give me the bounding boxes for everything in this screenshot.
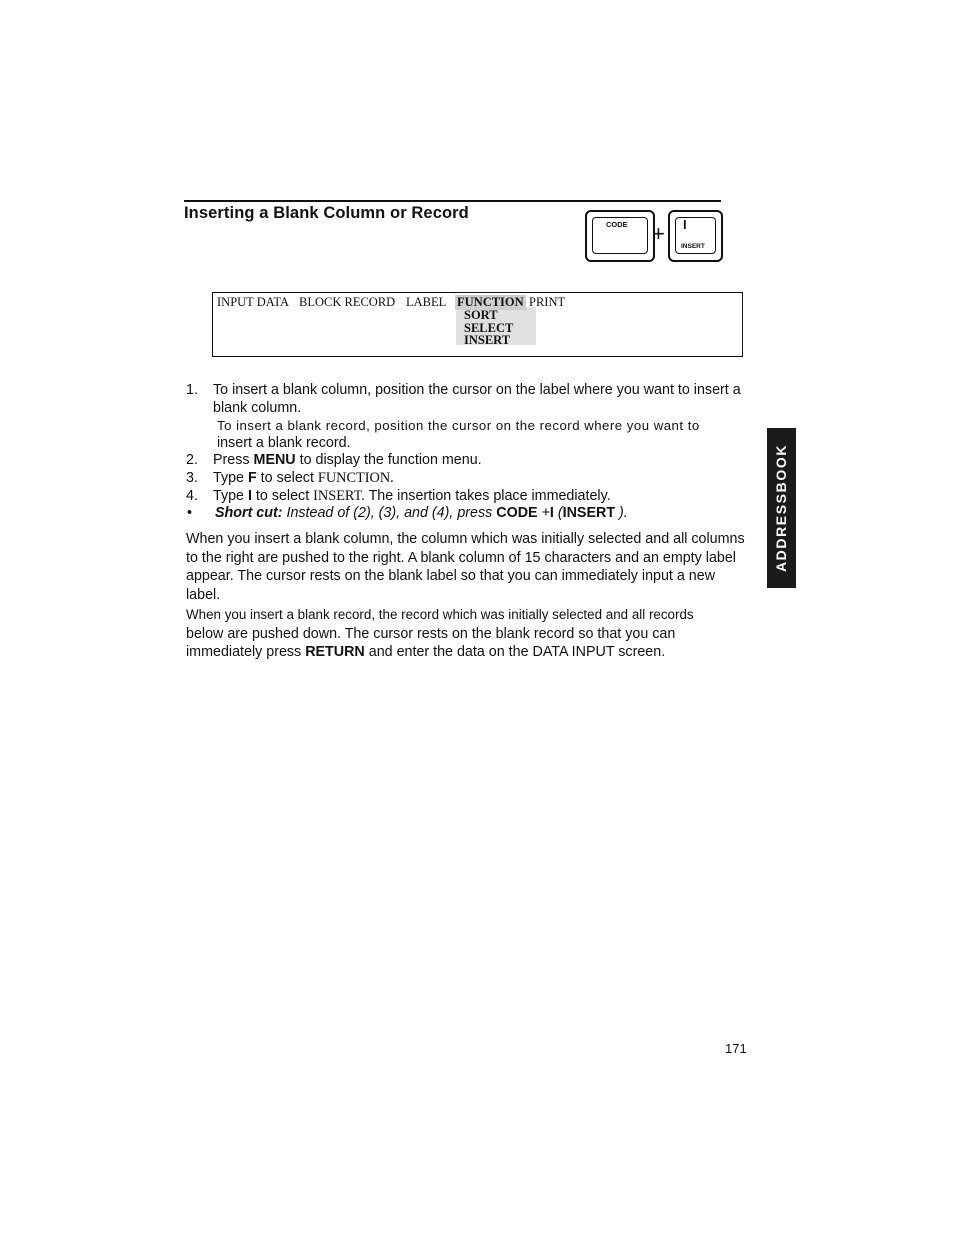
insert-key-label: INSERT [681, 243, 705, 250]
plus-sign: + [652, 221, 665, 246]
insert-key-icon [668, 210, 723, 262]
section-title: Inserting a Blank Column or Record [184, 204, 469, 222]
i-key-letter: I [683, 217, 687, 232]
submenu-item-sort: SORT [464, 308, 498, 322]
key-combo-illustration [585, 210, 723, 264]
menu-item-print: PRINT [529, 295, 566, 309]
submenu-item-insert: INSERT [464, 333, 511, 347]
code-key-icon [585, 210, 655, 262]
list-item: 1. To insert a blank column, position the cursor on the label where you want to insert a blank column. [186, 382, 741, 416]
menu-item-function: FUNCTION [457, 295, 524, 309]
menu-item-input-data: INPUT DATA [217, 295, 290, 309]
list-item-note: To insert a blank record, position the cursor on the record where you want to [217, 418, 700, 434]
section-tab-label: ADDRESSBOOK [773, 443, 789, 573]
header-rule [184, 200, 721, 202]
shortcut-tip: • Short cut: Instead of (2), (3), and (4), press CODE +I (INSERT ). [187, 505, 628, 522]
section-tab [767, 428, 796, 588]
menu-item-label: LABEL [406, 295, 447, 309]
list-item: 3. Type F to select FUNCTION. [186, 469, 394, 486]
paragraph-blank-column: When you insert a blank column, the column which was initially selected and all columns to the right are pushed to the right. A blank column of 15 characters and an empty label appear. The cursor rests on the blank label so that you can immediately input a new label. [186, 531, 745, 603]
instruction-list [186, 382, 756, 523]
submenu-item-select: SELECT [464, 321, 514, 335]
list-item: 2. Press MENU to display the function menu. [186, 452, 482, 469]
paragraph-blank-record: When you insert a blank record, the record which was initially selected and all records below are pushed down. The cursor rests on the blank record so that you can immediately press RETURN and enter the data on the DATA INPUT screen. [186, 607, 694, 660]
list-item: 4. Type I to select INSERT. The insertion takes place immediately. [186, 487, 611, 504]
page-number: 171 [725, 1041, 747, 1056]
menu-item-block-record: BLOCK RECORD [299, 295, 396, 309]
list-item-note-cont: insert a blank record. [217, 434, 351, 451]
function-menu-screen [212, 292, 743, 357]
code-key-label: CODE [606, 220, 628, 229]
